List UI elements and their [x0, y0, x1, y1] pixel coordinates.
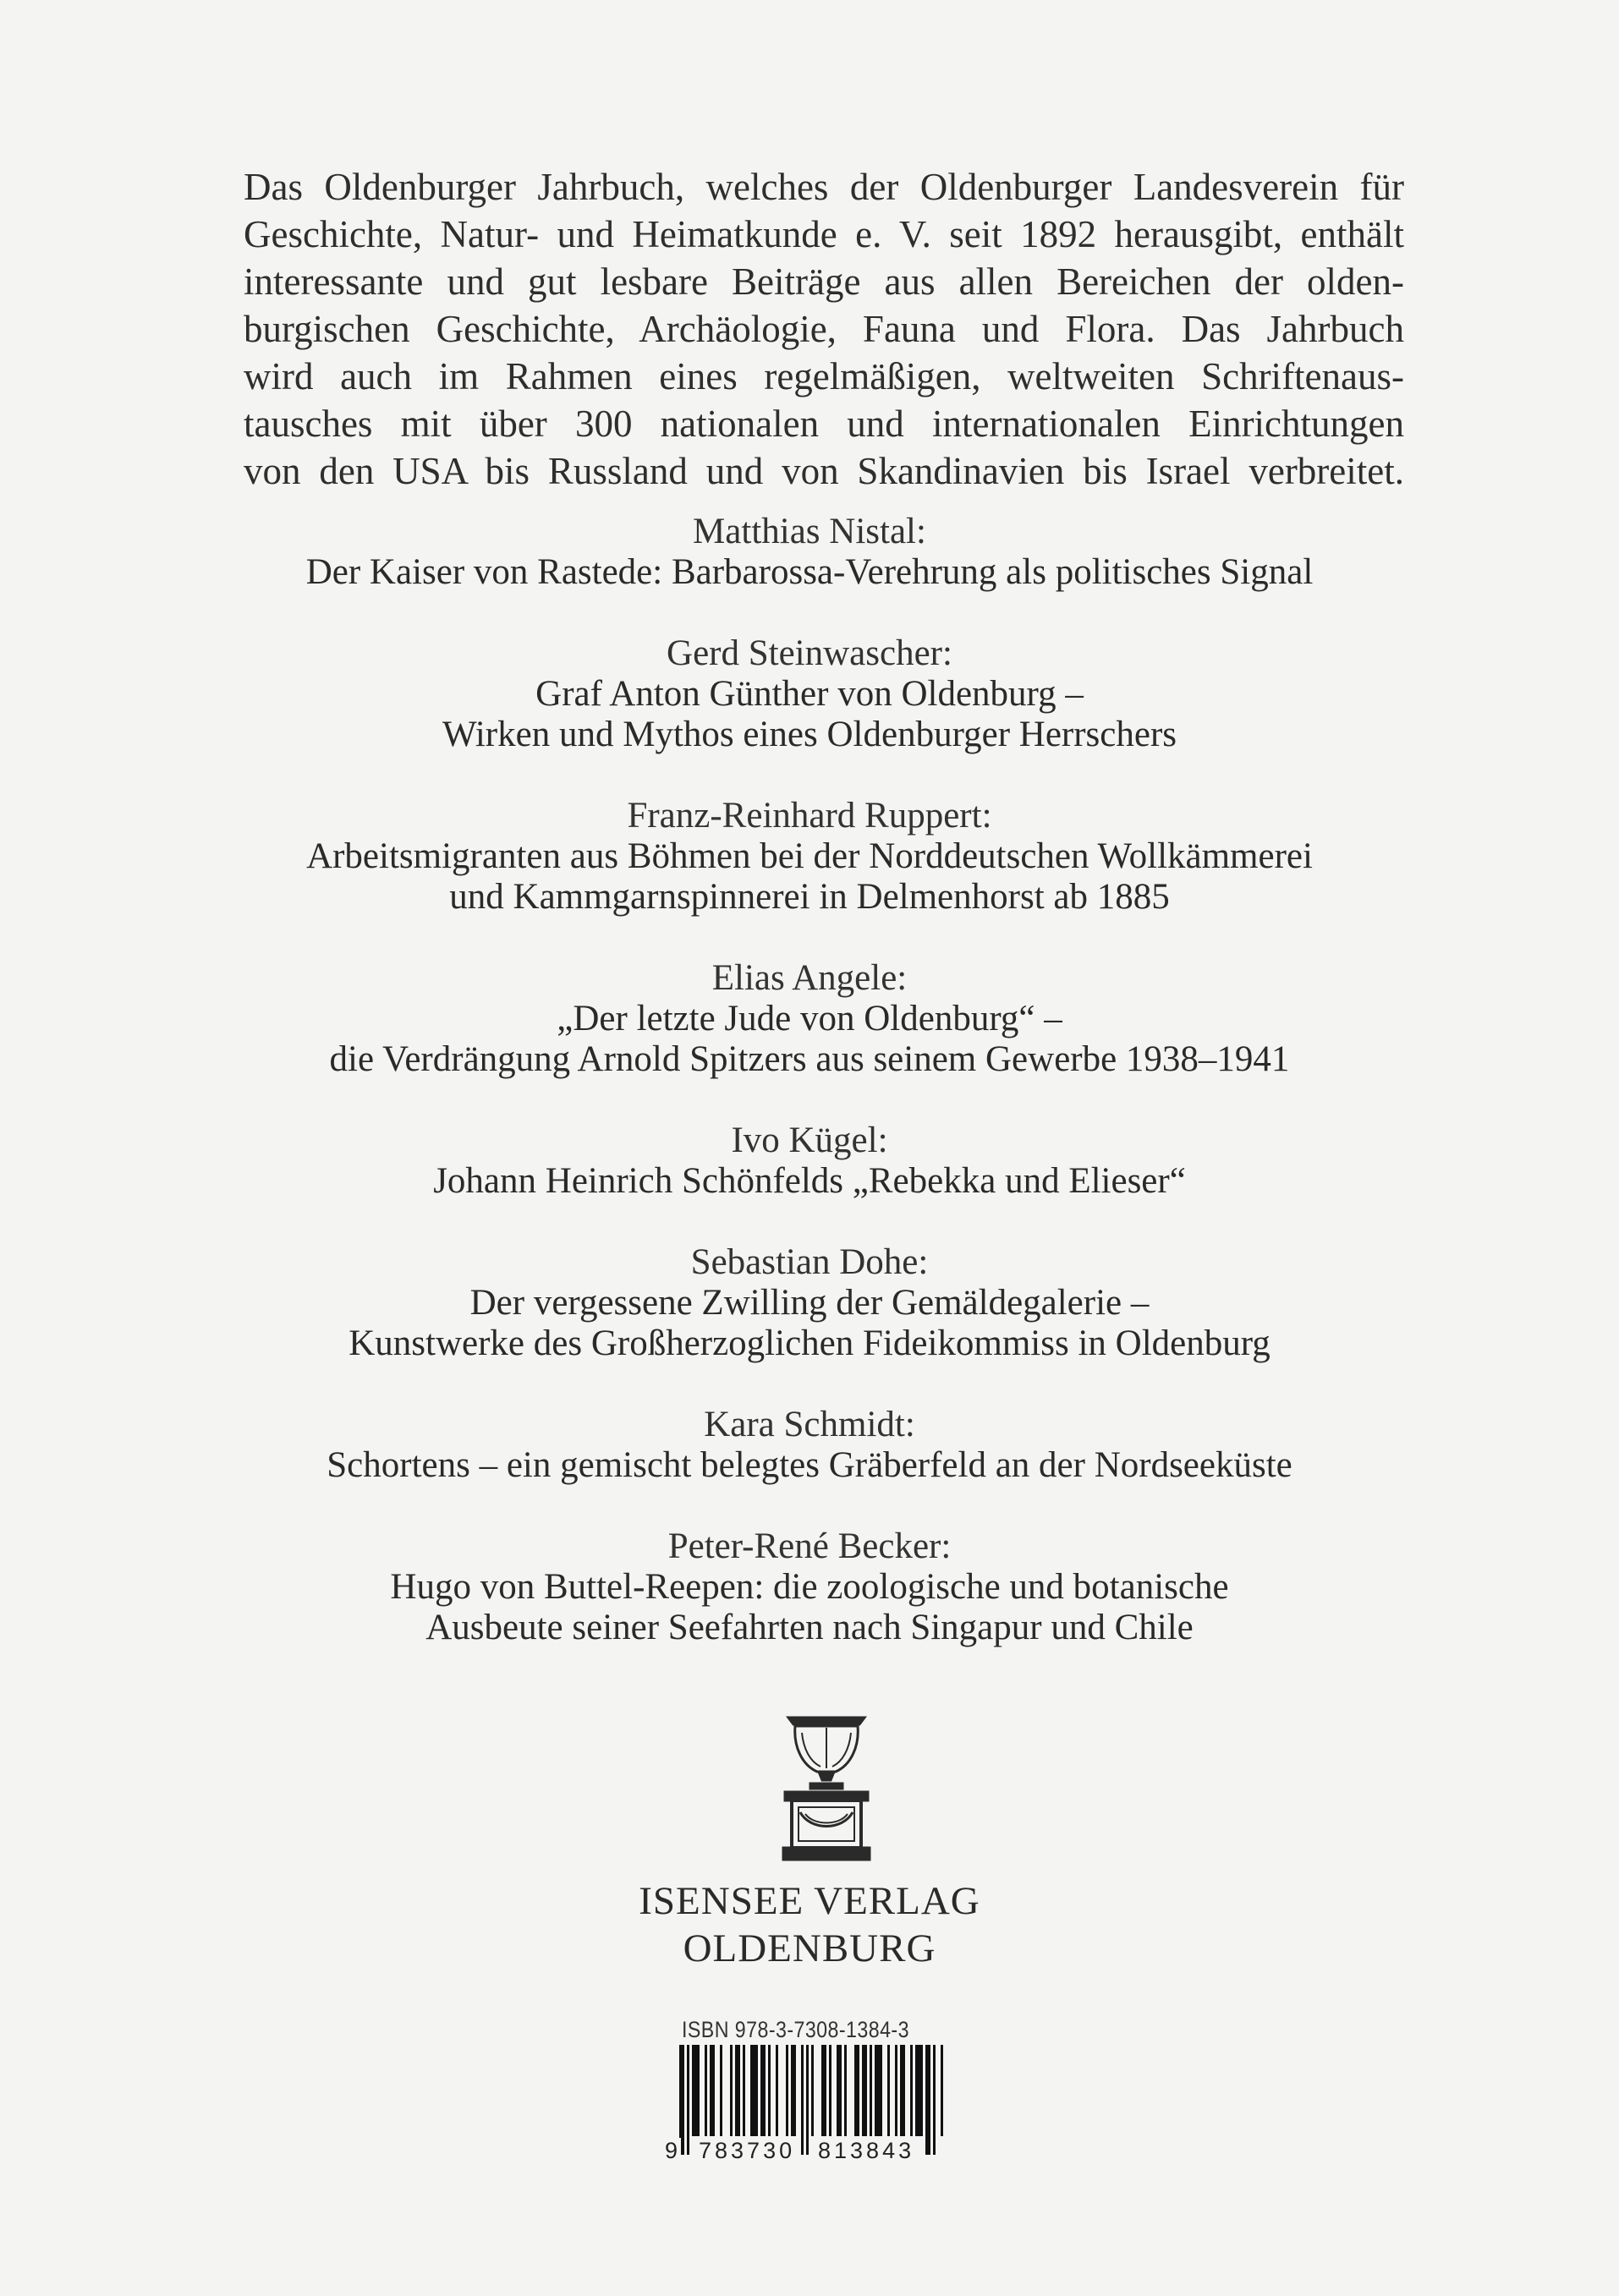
entry-title: Ausbeute seiner Seefahrten nach Singapur und Chile	[425, 1608, 1194, 1647]
barcode-bar	[687, 2045, 689, 2155]
barcode-bar	[720, 2045, 722, 2136]
barcode-bar	[915, 2045, 923, 2136]
intro-line: von den USA bis Russland und von Skandinavien bis Israel verbreitet.	[244, 450, 1404, 492]
barcode-bar	[768, 2045, 771, 2136]
publisher-city: OLDENBURG	[683, 1926, 936, 1970]
barcode-bar	[844, 2045, 847, 2136]
barcode-bar	[837, 2045, 842, 2136]
intro-line: wird auch im Rahmen eines regelmäßigen, weltweiten Schriftenaus-	[244, 355, 1404, 397]
barcode-bar	[791, 2045, 796, 2136]
entry-author: Kara Schmidt:	[704, 1405, 915, 1444]
entry-author: Franz-Reinhard Ruppert:	[627, 796, 992, 836]
barcode-bar	[875, 2045, 882, 2136]
barcode-digits-left: 783730	[699, 2138, 796, 2163]
publisher-name: ISENSEE VERLAG	[639, 1879, 980, 1923]
entry-title: „Der letzte Jude von Oldenburg“ –	[557, 999, 1062, 1038]
barcode-bar	[887, 2045, 890, 2136]
entry-author: Ivo Kügel:	[731, 1121, 888, 1160]
entry-author: Peter-René Becker:	[667, 1526, 952, 1566]
entry-title: die Verdrängung Arnold Spitzers aus seinem Gewerbe 1938–1941	[329, 1039, 1290, 1079]
barcode-bar	[811, 2045, 814, 2136]
barcode-bar	[801, 2045, 804, 2155]
contents-entry	[169, 796, 1450, 918]
barcode-bar	[941, 2045, 943, 2136]
entry-author: Gerd Steinwascher:	[667, 633, 952, 673]
barcode-bar	[692, 2045, 700, 2136]
entry-title: Der Kaiser von Rastede: Barbarossa-Verehrung als politisches Signal	[305, 552, 1314, 592]
barcode-bar	[821, 2045, 826, 2136]
barcode-bar	[862, 2045, 867, 2136]
contents-entry	[169, 958, 1450, 1080]
entry-author: Elias Angele:	[711, 958, 908, 998]
entry-title: und Kammgarnspinnerei in Delmenhorst ab 1885	[449, 877, 1170, 917]
barcode-bar	[750, 2045, 758, 2136]
barcode-bar	[760, 2045, 766, 2136]
entry-author: Sebastian Dohe:	[690, 1242, 929, 1282]
intro-line: tausches mit über 300 nationalen und internationalen Einrichtungen	[244, 403, 1404, 445]
entry-title: Arbeitsmigranten aus Böhmen bei der Norddeutschen Wollkämmerei	[306, 836, 1313, 876]
barcode-bar	[910, 2045, 913, 2136]
contents-entry	[169, 633, 1450, 755]
barcode-bar	[710, 2045, 715, 2136]
intro-line: Geschichte, Natur- und Heimatkunde e. V. seit 1892 herausgibt, enthält	[244, 213, 1404, 255]
barcode-digits-right: 813843	[818, 2138, 915, 2163]
barcode-bar	[933, 2045, 936, 2155]
barcode-bar	[743, 2045, 745, 2136]
entry-title: Wirken und Mythos eines Oldenburger Herrschers	[442, 715, 1177, 754]
intro-line: burgischen Geschichte, Archäologie, Fauna und Flora. Das Jahrbuch	[244, 308, 1404, 350]
contents-entry	[169, 1121, 1450, 1202]
barcode-bar	[854, 2045, 859, 2136]
contents-entry	[169, 512, 1450, 593]
entry-author: Matthias Nistal:	[693, 512, 926, 551]
barcode-bar	[730, 2045, 733, 2136]
entry-title: Graf Anton Günther von Oldenburg –	[535, 674, 1084, 714]
entry-title: Kunstwerke des Großherzoglichen Fideikommiss in Oldenburg	[348, 1323, 1271, 1363]
entry-title: Johann Heinrich Schönfelds „Rebekka und Elieser“	[433, 1161, 1186, 1201]
barcode-bar	[735, 2045, 740, 2136]
intro-line: interessante und gut lesbare Beiträge aus allen Bereichen der olden-	[244, 260, 1404, 303]
barcode-bar	[705, 2045, 707, 2136]
barcode-digit-first: 9	[665, 2138, 682, 2163]
intro-line: Das Oldenburger Jahrbuch, welches der Oldenburger Landesverein für	[244, 166, 1404, 208]
barcode-bar	[900, 2045, 905, 2136]
barcode-bar	[786, 2045, 788, 2136]
contents-entry	[169, 1242, 1450, 1364]
isbn-label: ISBN 978-3-7308-1384-3	[682, 2017, 909, 2042]
intro-paragraph	[244, 163, 1404, 495]
barcode-bar	[806, 2045, 809, 2155]
barcode-bar	[829, 2045, 831, 2136]
contents-list	[169, 512, 1450, 1689]
entry-title: Der vergessene Zwilling der Gemäldegalerie –	[469, 1283, 1150, 1323]
entry-title: Hugo von Buttel-Reepen: die zoologische und botanische	[390, 1567, 1229, 1607]
urn-on-pedestal-icon	[777, 1712, 876, 1863]
barcode-bar	[870, 2045, 872, 2136]
contents-entry	[169, 1526, 1450, 1648]
contents-entry	[169, 1405, 1450, 1486]
barcode-bar	[925, 2045, 930, 2155]
entry-title: Schortens – ein gemischt belegtes Gräberfeld an der Nordseeküste	[327, 1445, 1292, 1485]
barcode-bar	[776, 2045, 778, 2136]
publisher-block	[0, 1877, 1619, 1972]
barcode-bar	[895, 2045, 897, 2136]
